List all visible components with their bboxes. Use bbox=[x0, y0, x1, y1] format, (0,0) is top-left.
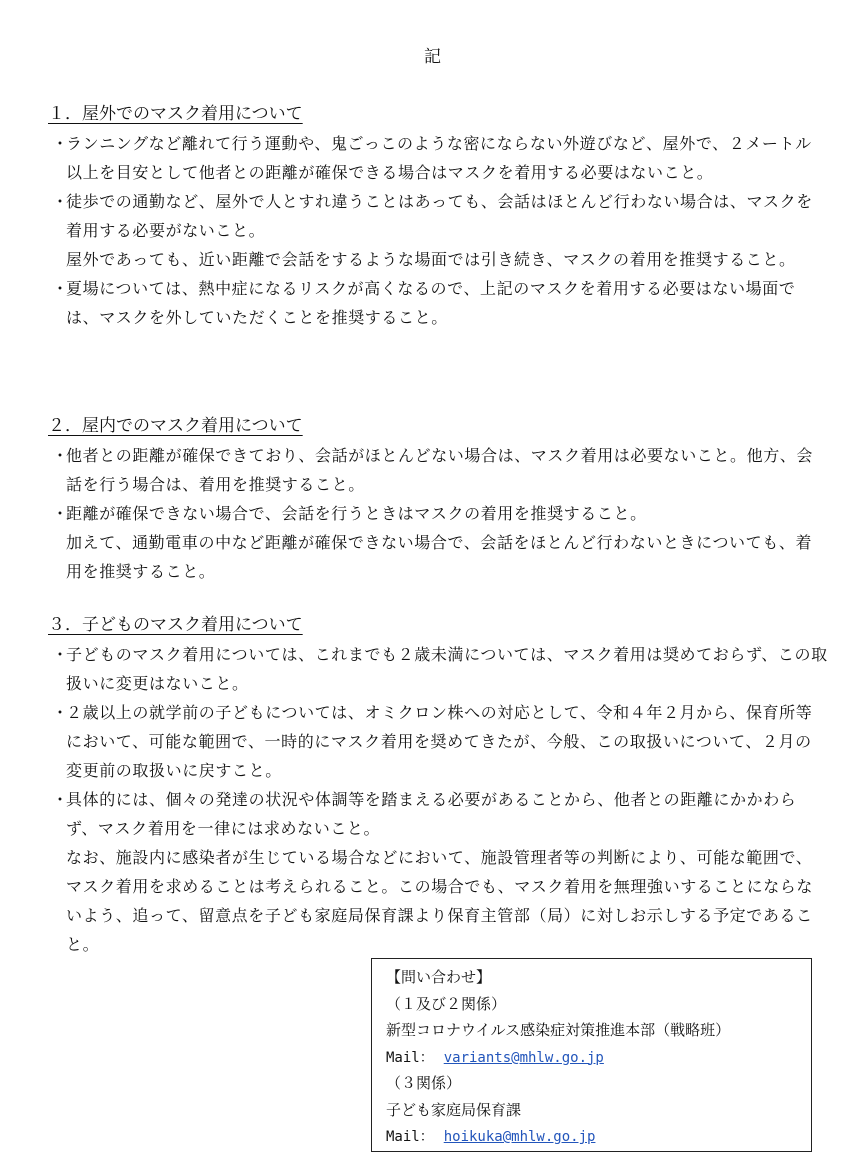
list-item bbox=[48, 785, 828, 843]
email-link-hoikuka[interactable]: hoikuka@mhlw.go.jp bbox=[443, 1129, 596, 1145]
bullet-icon: ・ bbox=[52, 504, 69, 523]
item-text: ２歳以上の就学前の子どもについては、オミクロン株への対応として、令和４年２月から、保育所等において、可能な範囲で、一時的にマスク着用を奨めてきたが、今般、この取扱いについて、２月の変更前の取扱いに戻すこと。 bbox=[66, 703, 813, 780]
list-item bbox=[48, 441, 828, 499]
contact-department-1: 新型コロナウイルス感染症対策推進本部（戦略班） bbox=[386, 1021, 731, 1039]
bullet-icon: ・ bbox=[52, 134, 69, 153]
section-title: １．屋外でのマスク着用について bbox=[48, 104, 303, 124]
list-item bbox=[48, 640, 828, 698]
item-text: 具体的には、個々の発達の状況や体調等を踏まえる必要があることから、他者との距離にかかわらず、マスク着用を一律には求めないこと。 bbox=[66, 790, 797, 838]
section-children bbox=[48, 611, 828, 959]
document-heading: 記 bbox=[424, 47, 441, 67]
contact-mail-row-2 bbox=[386, 1123, 811, 1150]
contact-group-2: （３関係） bbox=[386, 1074, 462, 1092]
item-text: 屋外であっても、近い距離で会話をするような場面では引き続き、マスクの着用を推奨すること。 bbox=[66, 250, 796, 269]
list-item bbox=[48, 187, 828, 245]
contact-department-2: 子ども家庭局保育課 bbox=[386, 1100, 522, 1119]
bullet-icon: ・ bbox=[52, 645, 69, 664]
item-text: 子どものマスク着用については、これまでも２歳未満については、マスク着用は奨めておらず、この取扱いに変更はないこと。 bbox=[66, 645, 828, 693]
list-item bbox=[48, 698, 828, 785]
section-title: ２．屋内でのマスク着用について bbox=[48, 416, 303, 436]
bullet-icon: ・ bbox=[52, 703, 69, 722]
mail-label: Mail： bbox=[386, 1129, 434, 1145]
list-item bbox=[48, 499, 828, 528]
section-outdoor bbox=[48, 100, 828, 332]
contact-box bbox=[371, 958, 812, 1152]
contact-mail-row-1 bbox=[386, 1044, 811, 1071]
bullet-icon: ・ bbox=[52, 279, 69, 298]
bullet-icon: ・ bbox=[52, 446, 69, 465]
paragraph bbox=[48, 528, 828, 586]
item-text: 夏場については、熱中症になるリスクが高くなるので、上記のマスクを着用する必要はない場面では、マスクを外していただくことを推奨すること。 bbox=[66, 279, 796, 327]
item-text: 他者との距離が確保できており、会話がほとんどない場合は、マスク着用は必要ないこと。他方、会話を行う場合は、着用を推奨すること。 bbox=[66, 446, 814, 494]
paragraph bbox=[48, 843, 828, 959]
bullet-icon: ・ bbox=[52, 192, 69, 211]
section-title: ３．子どものマスク着用について bbox=[48, 615, 303, 635]
item-text: 徒歩での通勤など、屋外で人とすれ違うことはあっても、会話はほとんど行わない場合は、マスクを着用する必要がないこと。 bbox=[66, 192, 813, 240]
list-item bbox=[48, 274, 828, 332]
contact-group-1: （１及び２関係） bbox=[386, 994, 507, 1013]
item-text: 距離が確保できない場合で、会話を行うときはマスクの着用を推奨すること。 bbox=[66, 504, 647, 523]
contact-title: 【問い合わせ】 bbox=[386, 968, 492, 986]
paragraph bbox=[48, 245, 828, 274]
item-text: なお、施設内に感染者が生じている場合などにおいて、施設管理者等の判断により、可能な範囲で、マスク着用を求めることは考えられること。この場合でも、マスク着用を無理強いすることにならないよう、追って、留意点を子ども家庭局保育課より保育主管部（局）に対しお示しする予定であること。 bbox=[66, 848, 814, 954]
list-item bbox=[48, 129, 828, 187]
mail-label: Mail： bbox=[386, 1049, 434, 1066]
item-text: 加えて、通勤電車の中など距離が確保できない場合で、会話をほとんど行わないときについても、着用を推奨すること。 bbox=[66, 533, 813, 581]
section-indoor bbox=[48, 412, 828, 586]
email-link-variants[interactable]: variants@mhlw.go.jp bbox=[443, 1049, 604, 1066]
bullet-icon: ・ bbox=[52, 790, 69, 809]
item-text: ランニングなど離れて行う運動や、鬼ごっこのような密にならない外遊びなど、屋外で、２メートル以上を目安として他者との距離が確保できる場合はマスクを着用する必要はないこと。 bbox=[66, 134, 812, 182]
